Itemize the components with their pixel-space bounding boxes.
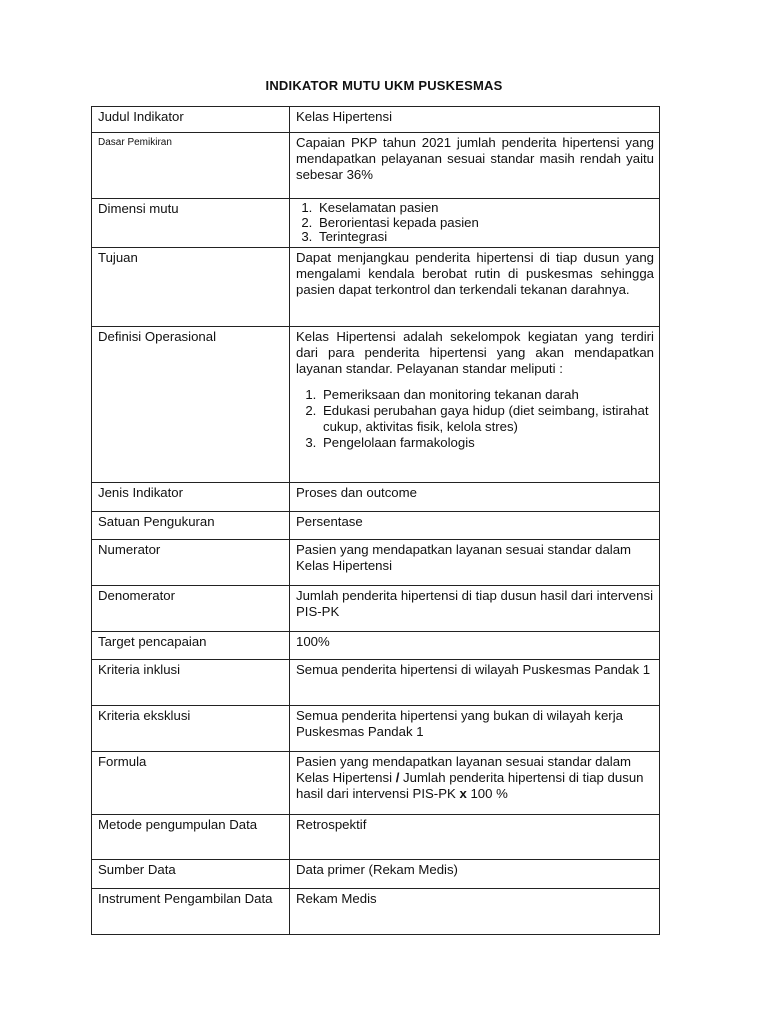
list-item: 3. Terintegrasi	[316, 230, 654, 245]
row-value: Kelas Hipertensi	[290, 107, 660, 133]
row-value	[290, 326, 660, 482]
row-label: Dasar Pemikiran	[92, 133, 290, 199]
table-row	[92, 539, 660, 585]
table-row	[92, 888, 660, 934]
row-value: Persentase	[290, 511, 660, 539]
row-label: Satuan Pengukuran	[92, 511, 290, 539]
list-item: 2. Edukasi perubahan gaya hidup (diet seimbang, istirahat cukup, aktivitas fisik, kelola stres)	[320, 403, 654, 435]
table-row	[92, 326, 660, 482]
table-row	[92, 133, 660, 199]
row-value	[290, 199, 660, 248]
row-label: Definisi Operasional	[92, 326, 290, 482]
row-value: Jumlah penderita hipertensi di tiap dusun hasil dari intervensi PIS-PK	[290, 585, 660, 631]
row-value: Semua penderita hipertensi di wilayah Puskesmas Pandak 1	[290, 659, 660, 705]
table-row	[92, 631, 660, 659]
list-item: 2. Berorientasi kepada pasien	[316, 216, 654, 231]
row-label: Target pencapaian	[92, 631, 290, 659]
list-item: 1. Pemeriksaan dan monitoring tekanan darah	[320, 387, 654, 403]
row-value: 100%	[290, 631, 660, 659]
list-item: 3. Pengelolaan farmakologis	[320, 435, 654, 451]
table-row	[92, 107, 660, 133]
row-value: Capaian PKP tahun 2021 jumlah penderita hipertensi yang mendapatkan pelayanan sesuai standar masih rendah yaitu sebesar 36%	[290, 133, 660, 199]
document-title: INDIKATOR MUTU UKM PUSKESMAS	[265, 78, 503, 93]
formula-factor: 100 %	[466, 785, 508, 801]
formula-numerator: Pasien yang mendapatkan layanan sesuai standar dalam Kelas Hipertensi	[296, 753, 632, 785]
row-label: Jenis Indikator	[92, 482, 290, 511]
row-label: Kriteria eksklusi	[92, 705, 290, 751]
row-label: Denomerator	[92, 585, 290, 631]
definisi-list	[296, 387, 654, 451]
row-value: Data primer (Rekam Medis)	[290, 859, 660, 888]
row-value	[290, 751, 660, 814]
row-value: Dapat menjangkau penderita hipertensi di tiap dusun yang mengalami kendala berobat rutin di puskesmas sehingga pasien dapat terkontrol dan terkendali tekanan darahnya.	[290, 247, 660, 326]
dimensi-list	[296, 201, 654, 245]
table-row	[92, 814, 660, 859]
row-value: Proses dan outcome	[290, 482, 660, 511]
row-value: Semua penderita hipertensi yang bukan di wilayah kerja Puskesmas Pandak 1	[290, 705, 660, 751]
row-value: Rekam Medis	[290, 888, 660, 934]
row-label: Metode pengumpulan Data	[92, 814, 290, 859]
table-row	[92, 511, 660, 539]
row-label: Dimensi mutu	[92, 199, 290, 248]
table-row	[92, 585, 660, 631]
formula-divide: /	[395, 769, 400, 785]
formula-denominator: Jumlah penderita hipertensi di tiap dusun hasil dari intervensi PIS-PK	[296, 769, 644, 801]
formula-multiply: x	[459, 785, 467, 801]
row-label: Sumber Data	[92, 859, 290, 888]
table-row	[92, 705, 660, 751]
table-row	[92, 751, 660, 814]
definisi-text: Kelas Hipertensi adalah sekelompok kegiatan yang terdiri dari para penderita hipertensi yang akan mendapatkan layanan standar. Pelayanan standar meliputi :	[296, 328, 654, 376]
table-row	[92, 482, 660, 511]
list-item: 1. Keselamatan pasien	[316, 201, 654, 216]
row-value: Pasien yang mendapatkan layanan sesuai standar dalam Kelas Hipertensi	[290, 539, 660, 585]
row-value: Retrospektif	[290, 814, 660, 859]
table-row	[92, 859, 660, 888]
row-label: Kriteria inklusi	[92, 659, 290, 705]
row-label: Judul Indikator	[92, 107, 290, 133]
indicator-table	[91, 106, 660, 935]
table-row	[92, 199, 660, 248]
table-row	[92, 659, 660, 705]
table-row	[92, 247, 660, 326]
row-label: Formula	[92, 751, 290, 814]
row-label: Numerator	[92, 539, 290, 585]
row-label: Tujuan	[92, 247, 290, 326]
row-label: Instrument Pengambilan Data	[92, 888, 290, 934]
